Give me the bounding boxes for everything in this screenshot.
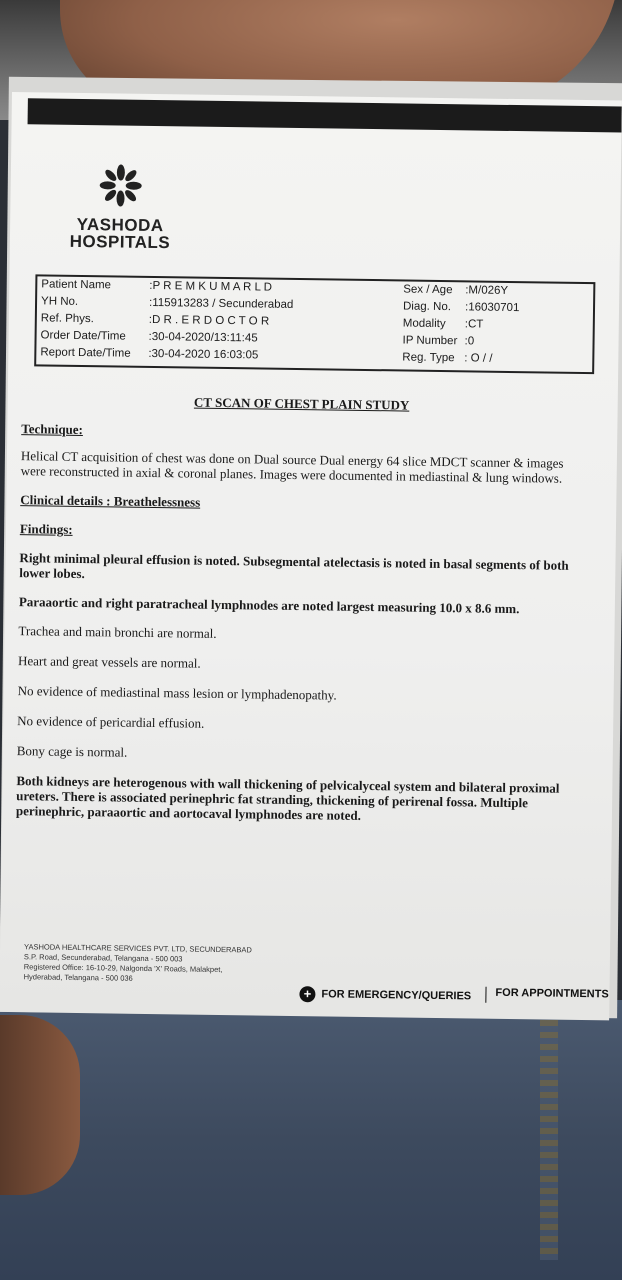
logo-text-line1: YASHODA <box>76 214 164 236</box>
footer-address-line: Hyderabad, Telangana - 500 036 <box>23 972 133 983</box>
emergency-label: FOR EMERGENCY/QUERIES <box>321 988 472 1003</box>
sex-age-value: :M/026Y <box>465 284 509 297</box>
findings-heading: Findings: <box>19 521 73 537</box>
yh-no-value: :115913283 / Secunderabad <box>148 296 294 311</box>
plus-icon: + <box>299 986 315 1002</box>
finding-item: Right minimal pleural effusion is noted. Subsegmental atelectasis is noted in basal segments of both lower lobes. <box>19 550 569 582</box>
order-date-value: :30-04-2020/13:11:45 <box>148 330 258 345</box>
finding-item: Both kidneys are heterogenous with wall thickening of pelvicalyceal system and bilateral proximal ureters. There is associated perinephric fat stranding, thickening of perirenal fossa. Multiple perinephric, paraaortic and aortocaval lymphnodes are noted. <box>15 773 560 823</box>
sex-age-label: Sex / Age <box>403 283 453 297</box>
report-body <box>16 392 582 826</box>
yh-no-label: YH No. <box>40 295 79 308</box>
diag-no-value: :16030701 <box>464 301 520 315</box>
footer-address-line: S.P. Road, Secunderabad, Telangana - 500 003 <box>23 952 183 964</box>
footer-divider <box>485 987 486 1003</box>
hand-bottom <box>0 1015 80 1195</box>
finding-item: Trachea and main bronchi are normal. <box>18 623 217 641</box>
modality-label: Modality <box>402 317 446 331</box>
technique-text: Helical CT acquisition of chest was done on Dual source Dual energy 64 slice MDCT scanner & images were reconstructed in axial & coronal planes. Images were documented in mediastinal & lung windows. <box>20 448 564 486</box>
finding-item: No evidence of mediastinal mass lesion or lymphadenopathy. <box>17 683 337 703</box>
report-date-label: Report Date/Time <box>40 346 131 360</box>
ip-number-label: IP Number <box>402 334 458 348</box>
ref-phys-label: Ref. Phys. <box>40 312 94 326</box>
modality-value: :CT <box>464 318 484 331</box>
header-bar <box>28 98 622 132</box>
footer-address <box>24 942 605 990</box>
finding-item: Heart and great vessels are normal. <box>17 653 201 671</box>
finding-item: Bony cage is normal. <box>16 743 128 760</box>
ref-phys-value: :D R . E R D O C T O R <box>148 313 270 328</box>
hospital-logo <box>60 163 181 252</box>
reg-type-label: Reg. Type <box>402 351 455 365</box>
report-title: CT SCAN OF CHEST PLAIN STUDY <box>193 394 410 413</box>
appointments-label: FOR APPOINTMENTS <box>495 986 609 1001</box>
ip-number-value: :0 <box>464 335 475 348</box>
logo-text-line2: HOSPITALS <box>69 231 171 253</box>
footer-company: YASHODA HEALTHCARE SERVICES PVT. LTD, SECUNDERABAD <box>24 942 252 955</box>
finding-item: No evidence of pericardial effusion. <box>17 713 205 731</box>
clinical-details: Clinical details : Breathelessness <box>20 492 201 510</box>
flower-logo-icon <box>98 163 143 208</box>
report-date-value: :30-04-2020 16:03:05 <box>148 347 259 362</box>
patient-name-value: :P R E M K U M A R L D <box>149 279 273 294</box>
background-jeans <box>0 1000 622 1280</box>
order-date-label: Order Date/Time <box>40 329 126 343</box>
footer-address-line: Registered Office: 16-10-29, Nalgonda 'X' Roads, Malakpet, <box>23 962 223 975</box>
report-page <box>0 92 622 1020</box>
emergency-contact <box>299 986 471 1004</box>
reg-type-value: : O / / <box>464 352 493 365</box>
technique-heading: Technique: <box>21 421 84 438</box>
diag-no-label: Diag. No. <box>402 300 452 314</box>
patient-info-box <box>34 274 595 374</box>
jeans-seam <box>540 1020 558 1260</box>
patient-name-label: Patient Name <box>41 278 112 292</box>
finding-item: Paraaortic and right paratracheal lymphnodes are noted largest measuring 10.0 x 8.6 mm. <box>18 594 520 617</box>
